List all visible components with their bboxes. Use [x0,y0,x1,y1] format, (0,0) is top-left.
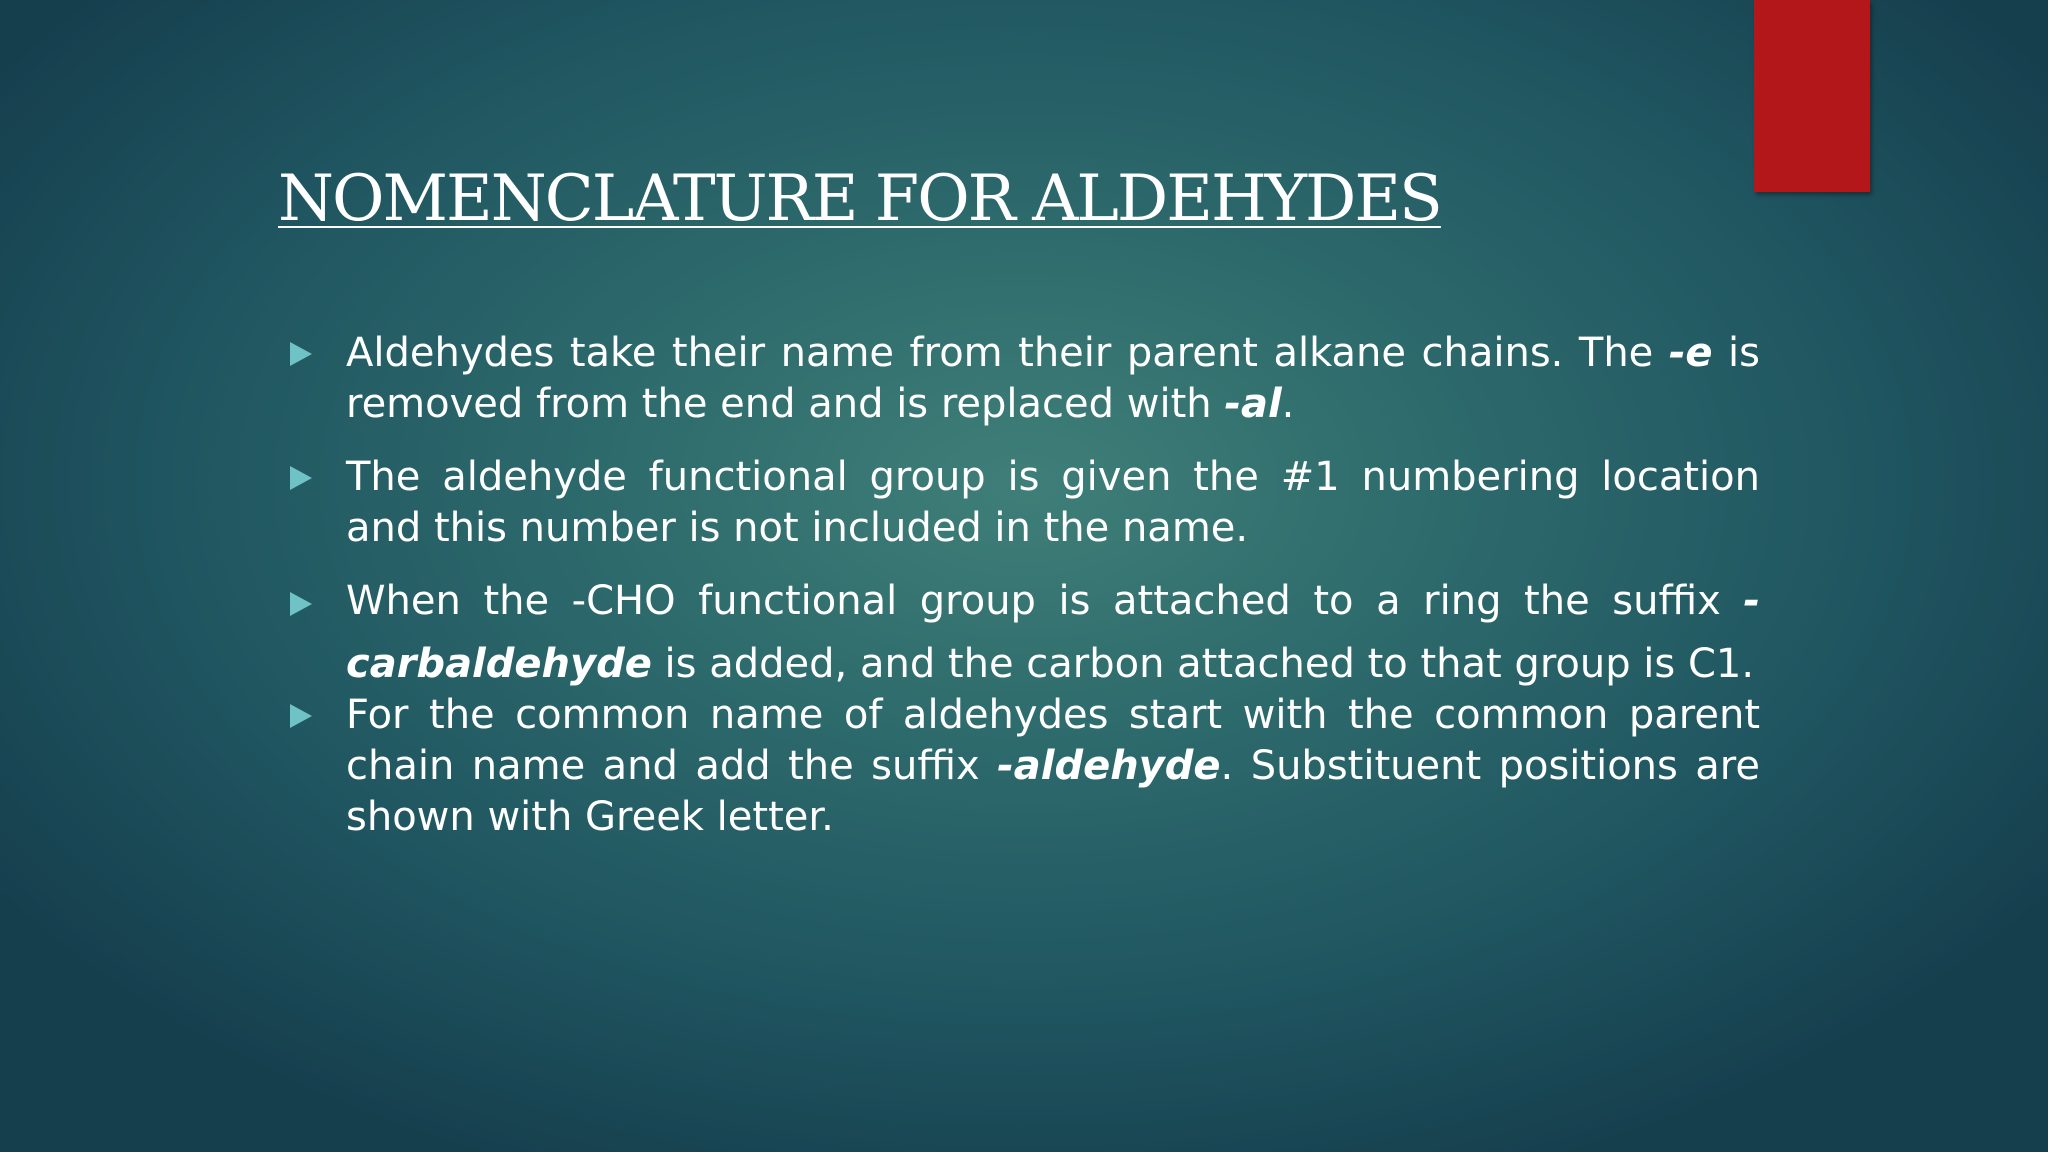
suffix-e: -e [1668,330,1713,376]
bullet-text: Aldehydes take their name from their parent alkane chains. The [346,330,1669,376]
bullet-text: When the -CHO functional group is attached to a ring the suffix [346,578,1744,624]
bullet-text: For the common name of aldehydes start with the common parent chain name and add the suffix [346,692,1760,789]
bullet-list [290,328,1760,843]
red-accent-tab [1754,0,1870,192]
bullet-item-3 [290,570,1760,696]
bullet-item-4 [290,690,1760,843]
triangle-right-icon [290,466,312,490]
suffix-aldehyde: -aldehyde [997,743,1221,789]
suffix-carbaldehyde: -carbaldehyde [346,578,1760,687]
triangle-right-icon [290,342,312,366]
bullet-text: . [1281,381,1295,427]
bullet-text: is added, and the carbon attached to that group is C1. [651,641,1755,687]
triangle-right-icon [290,592,312,616]
slide-title: NOMENCLATURE FOR ALDEHYDES [278,162,1441,236]
bullet-text: . Substituent positions are shown with Greek letter. [346,743,1760,840]
suffix-al: -al [1224,381,1282,427]
bullet-text: is removed from the end and is replaced with [346,330,1761,427]
bullet-item-1 [290,328,1760,430]
bullet-item-2 [290,452,1760,554]
triangle-right-icon [290,704,312,728]
bullet-text: The aldehyde functional group is given the #1 numbering location and this number is not included in the name. [346,454,1760,551]
